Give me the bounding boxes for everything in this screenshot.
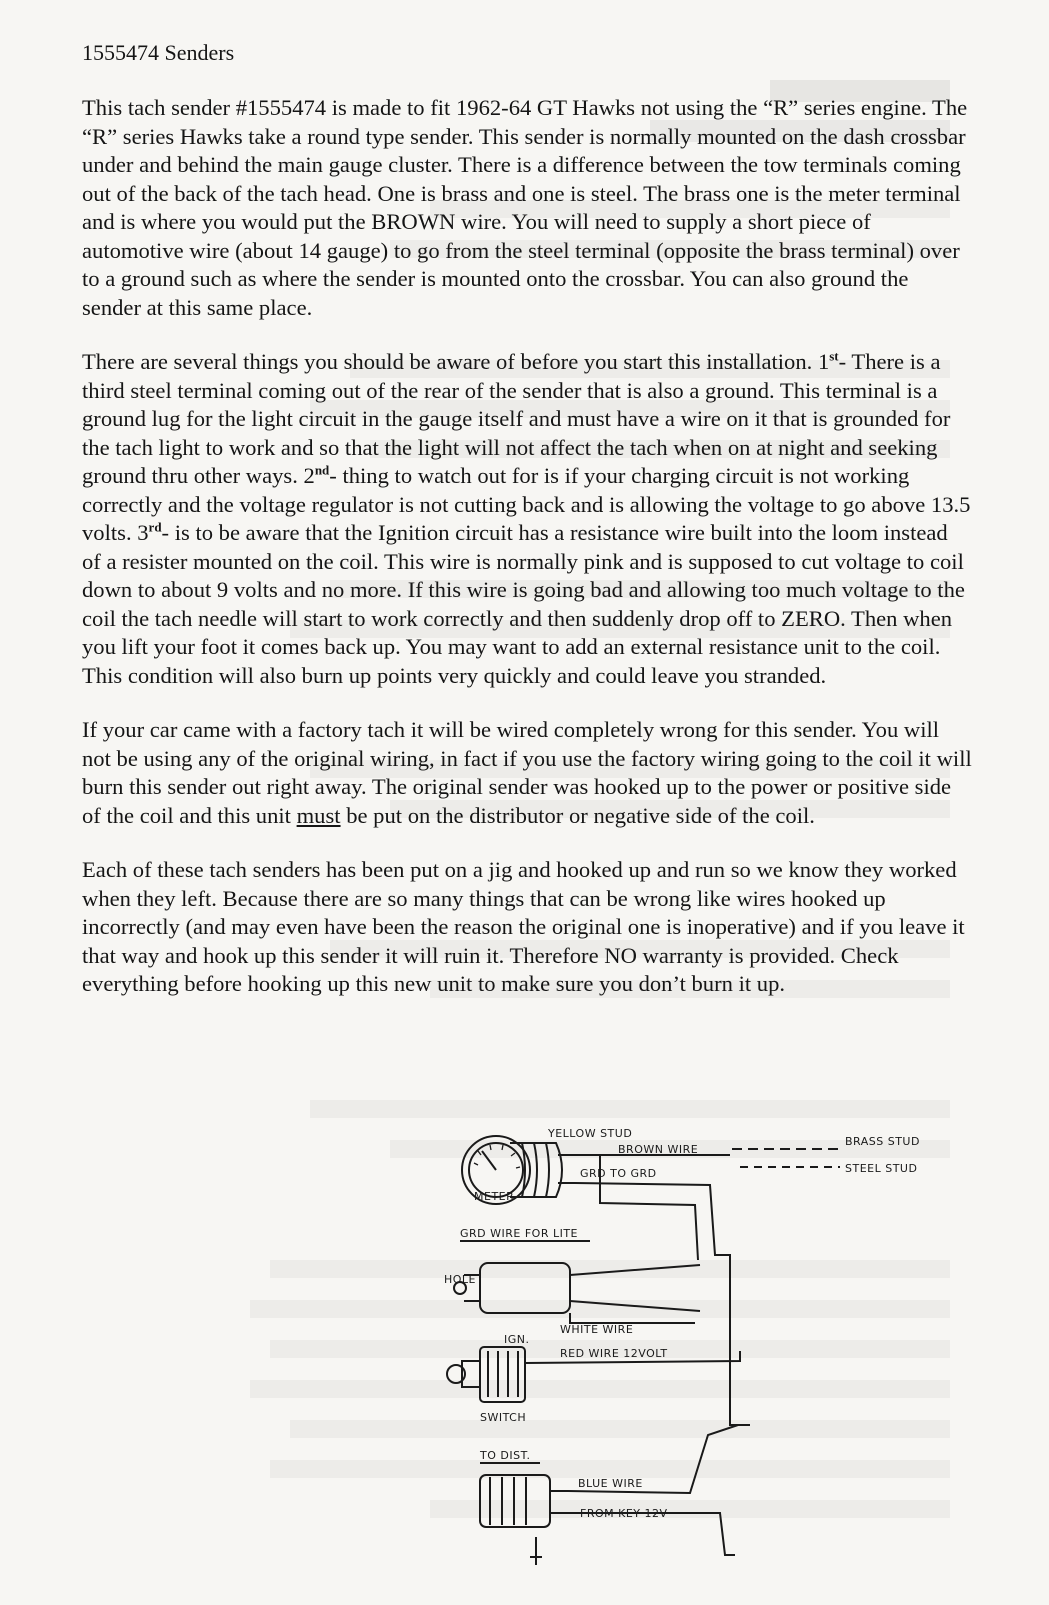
superscript-second: nd [314, 462, 330, 478]
warnings-text-a: There are several things you should be aware of before you start this installation. 1 [82, 349, 830, 374]
paragraph-warnings [82, 348, 972, 690]
coil-icon [480, 1475, 568, 1565]
underlined-must: must [296, 802, 341, 828]
factory-text-b: be put on the distributor or negative side of the coil. [340, 802, 815, 828]
paragraph-factory-tach [82, 716, 972, 830]
document-body [82, 94, 972, 1025]
label-to-dist: TO DIST. [480, 1449, 531, 1462]
label-white-wire: WHITE WIRE [560, 1323, 634, 1336]
paragraph-warranty: Each of these tach senders has been put on a jig and hooked up and run so we know they worked when they left. Because there are so many things that can be wrong like wires hooked up incorrectly (and may even have been the reason the original one is inoperative) and if you leave it that way and hook up this sender it will ruin it. Therefore NO warranty is provided. Check everything before hooking up this new unit to make sure you don’t burn it up. [82, 857, 965, 996]
label-brass-stud: BRASS STUD [845, 1135, 920, 1148]
superscript-third: rd [148, 519, 162, 535]
label-red-wire: RED WIRE 12VOLT [560, 1347, 668, 1360]
paragraph-sender-description: This tach sender #1555474 is made to fit 1962-64 GT Hawks not using the “R” series engine. The “R” series Hawks take a round type sender. This sender is normally mounted on the dash crossbar under and behind the main gauge cluster. There is a difference between the tow terminals coming out of the back of the tach head. One is brass and one is steel. The brass one is the meter terminal and is where you would put the BROWN wire. You will need to supply a short piece of automotive wire (about 14 gauge) to go from the steel terminal (opposite the brass terminal) over to a ground such as where the sender is mounted onto the crossbar. You can also ground the sender at this same place. [82, 95, 968, 320]
warnings-text-b: - There is a third steel terminal coming out of the rear of the sender that is also a ground. This terminal is a ground lug for the light circuit in the gauge itself and must have a wire on it that is grounded for the tach light to work and so that the light will not affect the tach when on at night and seeking ground thru other ways. 2 [82, 349, 951, 488]
label-meter: METER [474, 1190, 515, 1203]
warnings-text-c: - thing to watch out for is if your charging circuit is not working correctly and the voltage regulator is not cutting back and is allowing the voltage to go above 13.5 volts. 3 [82, 463, 971, 545]
label-ign: IGN. [504, 1333, 530, 1346]
label-steel-stud: STEEL STUD [845, 1162, 918, 1175]
sender-unit-icon [454, 1263, 700, 1313]
factory-text-a: If your car came with a factory tach it will be wired completely wrong for this sender. You will not be using any of the original wiring, in fact if you use the factory wiring going to the coil it will burn this sender out right away. The original sender was hooked up to the power or positive side of the coil and this unit [82, 717, 972, 828]
label-blue-wire: BLUE WIRE [578, 1477, 643, 1490]
label-hole: HOLE [444, 1273, 477, 1286]
label-grd-wire: GRD WIRE FOR LITE [460, 1227, 579, 1240]
wiring-diagram [440, 1125, 960, 1590]
label-switch: SWITCH [480, 1411, 527, 1424]
warnings-text-d: - is to be aware that the Ignition circuit has a resistance wire built into the loom instead of a resister mounted on the coil. This wire is normally pink and is supposed to cut voltage to coil down to about 9 volts and no more. If this wire is going bad and allowing too much voltage to the coil the tach needle will start to work correctly and then suddenly drop off to ZERO. Then when you lift your foot it comes back up. You may want to add an external resistance unit to the coil. This condition will also burn up points very quickly and could leave you stranded. [82, 520, 965, 688]
page-title: 1555474 Senders [82, 40, 235, 65]
label-brown-wire: BROWN WIRE [618, 1143, 699, 1156]
superscript-first: st [829, 348, 839, 364]
label-yellow-stud: YELLOW STUD [548, 1127, 633, 1140]
ignition-switch-icon [447, 1347, 525, 1402]
label-grd-to-grd: GRD TO GRD [580, 1167, 657, 1180]
label-from-key: FROM KEY 12V [580, 1507, 668, 1520]
